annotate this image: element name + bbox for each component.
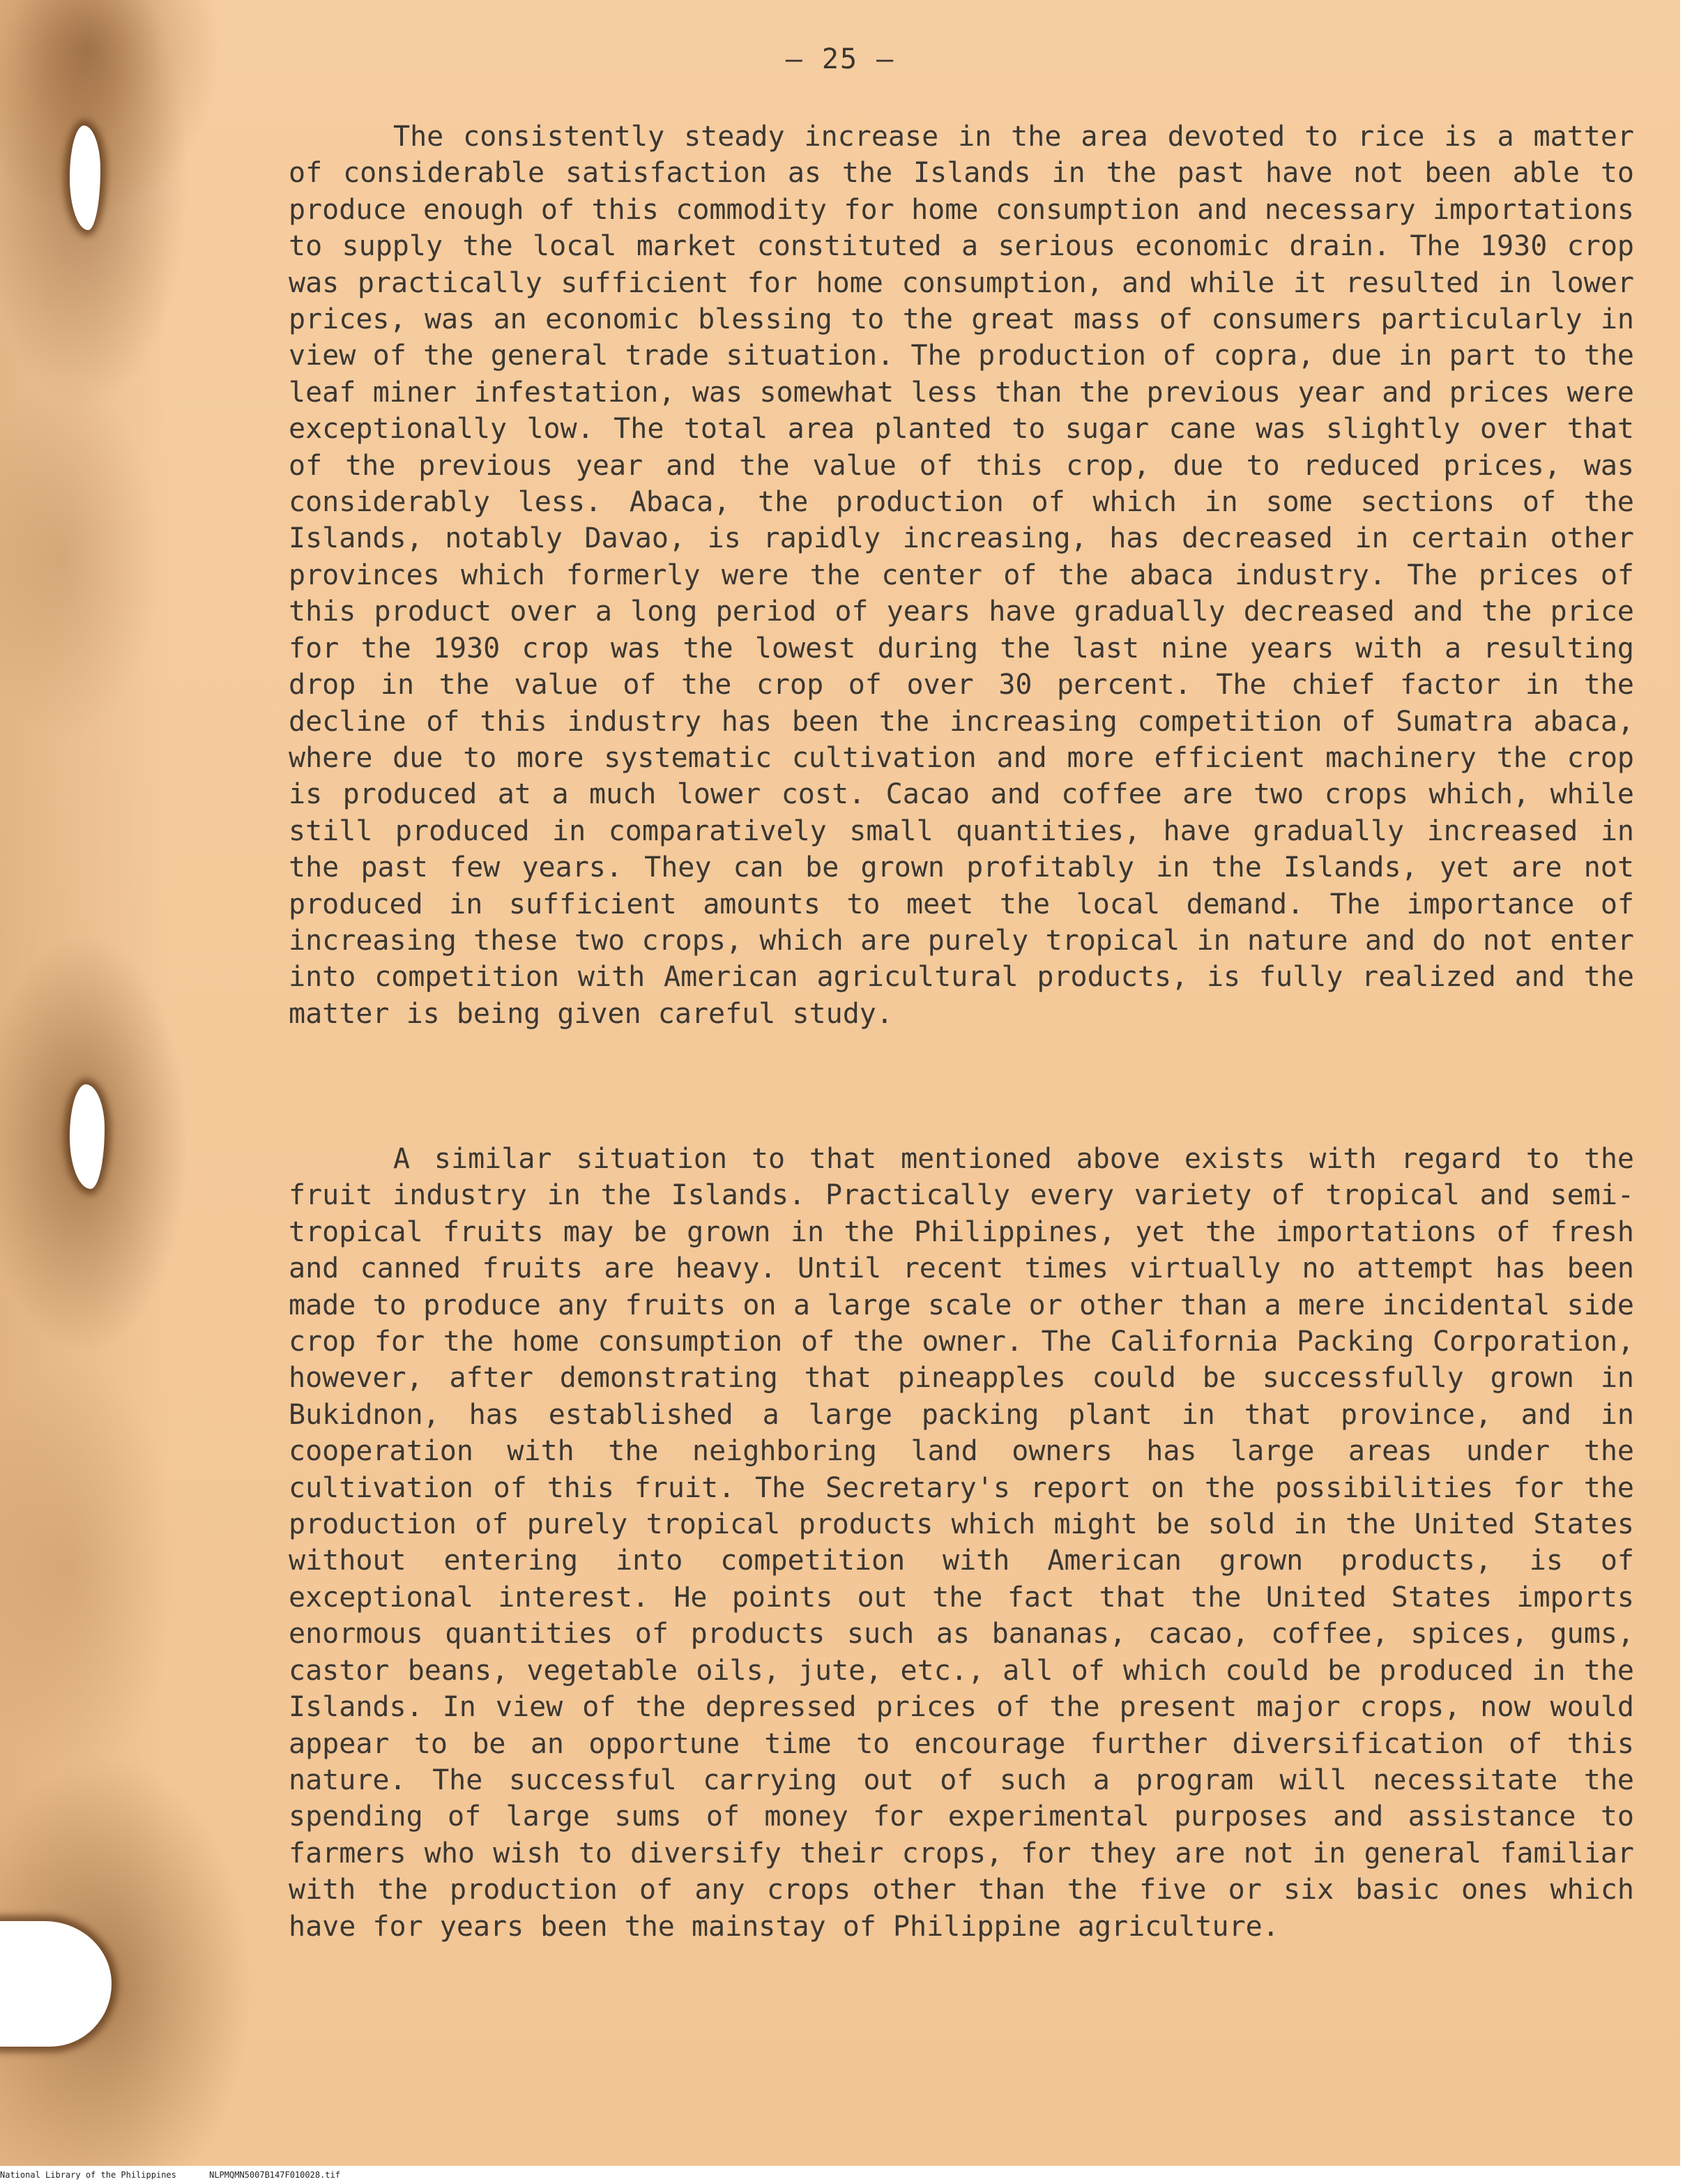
paragraph-fruit-industry: A similar situation to that mentioned above exists with regard to the fruit industry in the Islands. Practically every variety of tropical and semi-tropical fruits may be grown in the Philippines, yet the importations of fresh and canned fruits are heavy. Until recent times virtually no attempt has been made to produce any fruits on a large scale or other than a mere incidental side crop for the home consumption of the owner. The California Packing Corporation, however, after demonstrating that pineapples could be successfully grown in Bukidnon, has established a large packing plant in that province, and in cooperation with the neighboring land owners has large areas under the cultivation of this fruit. The Secretary's report on the possibilities for the production of purely tropical products which might be sold in the United States without entering into competition with American grown products, is of exceptional interest. He points out the fact that the United States imports enormous quantities of products such as bananas, cacao, coffee, spices, gums, castor beans, vegetable oils, jute, etc., all of which could be produced in the Islands. In view of the depressed prices of the present major crops, now would appear to be an opportune time to encourage further diversification of this nature. The successful carrying out of such a program will necessitate the spending of large sums of money for experimental purposes and assistance to farmers who wish to diversify their crops, for they are not in general familiar with the production of any crops other than the five or six basic ones which have for years been the mainstay of Philippine agriculture. [289,1143,1634,1943]
page-number: — 25 — [785,43,895,75]
binding-hole-middle [70,1084,105,1189]
footer-file: NLPMQMN5007B147F010028.tif [209,2170,340,2180]
footer-source: National Library of the Philippines [0,2170,176,2180]
paragraph-rice-copra-sugar-abaca: The consistently steady increase in the area devoted to rice is a matter of considerable satisfaction as the Islands in the past have not been able to produce enough of this commodity for home consumption and necessary importations to supply the local market constituted a serious economic drain. The 1930 crop was practically sufficient for home consumption, and while it resulted in lower prices, was an economic blessing to the great mass of consumers particularly in view of the general trade situation. The production of copra, due in part to the leaf miner infestation, was somewhat less than the previous year and prices were exceptionally low. The total area planted to sugar cane was slightly over that of the previous year and the value of this crop, due to reduced prices, was considerably less. Abaca, the production of which in some sections of the Islands, notably Davao, is rapidly increasing, has decreased in certain other provinces which formerly were the center of the abaca industry. The prices of this product over a long period of years have gradually decreased and the price for the 1930 crop was the lowest during the last nine years with a resulting drop in the value of the crop of over 30 percent. The chief factor in the decline of this industry has been the increasing competition of Sumatra abaca, where due to more systematic cultivation and more efficient machinery the crop is produced at a much lower cost. Cacao and coffee are two crops which, while still produced in comparatively small quantities, have gradually increased in the past few years. They can be grown profitably in the Islands, yet are not produced in sufficient amounts to meet the local demand. The importance of increasing these two crops, which are purely tropical in nature and do not enter into competition with American agricultural products, is fully realized and the matter is being given careful study. [289,121,1634,1030]
torn-edge-bottom [0,1921,112,2047]
scan-footer [0,2170,368,2180]
binding-hole-top [70,126,100,230]
